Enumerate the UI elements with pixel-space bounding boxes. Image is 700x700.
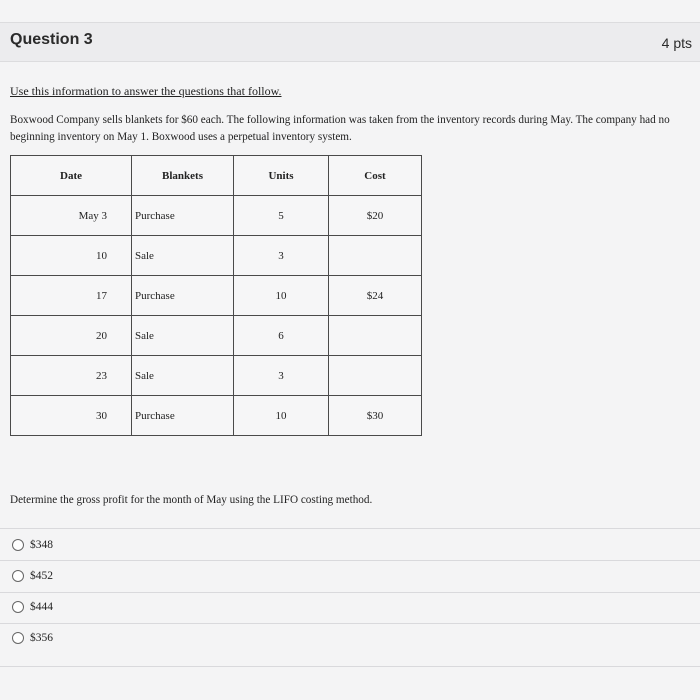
answer-option-2[interactable] — [12, 570, 53, 582]
answer-label: $444 — [30, 601, 53, 613]
cell-units: 3 — [234, 236, 329, 276]
divider — [0, 560, 700, 561]
cell-type: Purchase — [132, 196, 234, 236]
cell-type: Purchase — [132, 396, 234, 436]
table-header-row — [11, 156, 422, 196]
divider — [0, 623, 700, 624]
cell-units: 5 — [234, 196, 329, 236]
cell-cost: $30 — [329, 396, 422, 436]
cell-date: 17 — [11, 276, 132, 316]
cell-date: 10 — [11, 236, 132, 276]
cell-units: 10 — [234, 396, 329, 436]
header-date: Date — [11, 156, 132, 196]
radio-button[interactable] — [12, 601, 24, 613]
question-points: 4 pts — [661, 35, 692, 51]
answer-label: $452 — [30, 570, 53, 582]
question-paragraph: Boxwood Company sells blankets for $60 each. The following information was taken from the inventory records during May. The company had no beginning inventory on May 1. Boxwood uses a perpetual inventory system. — [10, 114, 670, 143]
cell-type: Sale — [132, 356, 234, 396]
cell-cost — [329, 356, 422, 396]
cell-units: 3 — [234, 356, 329, 396]
answer-option-3[interactable] — [12, 601, 53, 613]
radio-button[interactable] — [12, 632, 24, 644]
header-units: Units — [234, 156, 329, 196]
question-header — [0, 22, 700, 62]
cell-cost — [329, 316, 422, 356]
table-row — [11, 396, 422, 436]
cell-units: 10 — [234, 276, 329, 316]
cell-date: 23 — [11, 356, 132, 396]
cell-units: 6 — [234, 316, 329, 356]
cell-type: Purchase — [132, 276, 234, 316]
table-row — [11, 316, 422, 356]
table-row — [11, 276, 422, 316]
divider — [0, 592, 700, 593]
table-row — [11, 236, 422, 276]
table-row — [11, 196, 422, 236]
inventory-table — [10, 155, 422, 436]
answer-label: $356 — [30, 632, 53, 644]
radio-button[interactable] — [12, 539, 24, 551]
question-prompt: Determine the gross profit for the month of May using the LIFO costing method. — [10, 494, 373, 506]
question-title: Question 3 — [10, 31, 93, 48]
cell-type: Sale — [132, 236, 234, 276]
radio-button[interactable] — [12, 570, 24, 582]
cell-date: May 3 — [11, 196, 132, 236]
cell-cost — [329, 236, 422, 276]
header-cost: Cost — [329, 156, 422, 196]
header-blankets: Blankets — [132, 156, 234, 196]
answer-option-1[interactable] — [12, 539, 53, 551]
cell-type: Sale — [132, 316, 234, 356]
divider — [0, 666, 700, 667]
cell-date: 20 — [11, 316, 132, 356]
cell-cost: $24 — [329, 276, 422, 316]
intro-text: Use this information to answer the questions that follow. — [10, 84, 282, 98]
cell-date: 30 — [11, 396, 132, 436]
answer-option-4[interactable] — [12, 632, 53, 644]
answer-label: $348 — [30, 539, 53, 551]
cell-cost: $20 — [329, 196, 422, 236]
table-row — [11, 356, 422, 396]
divider — [0, 528, 700, 529]
